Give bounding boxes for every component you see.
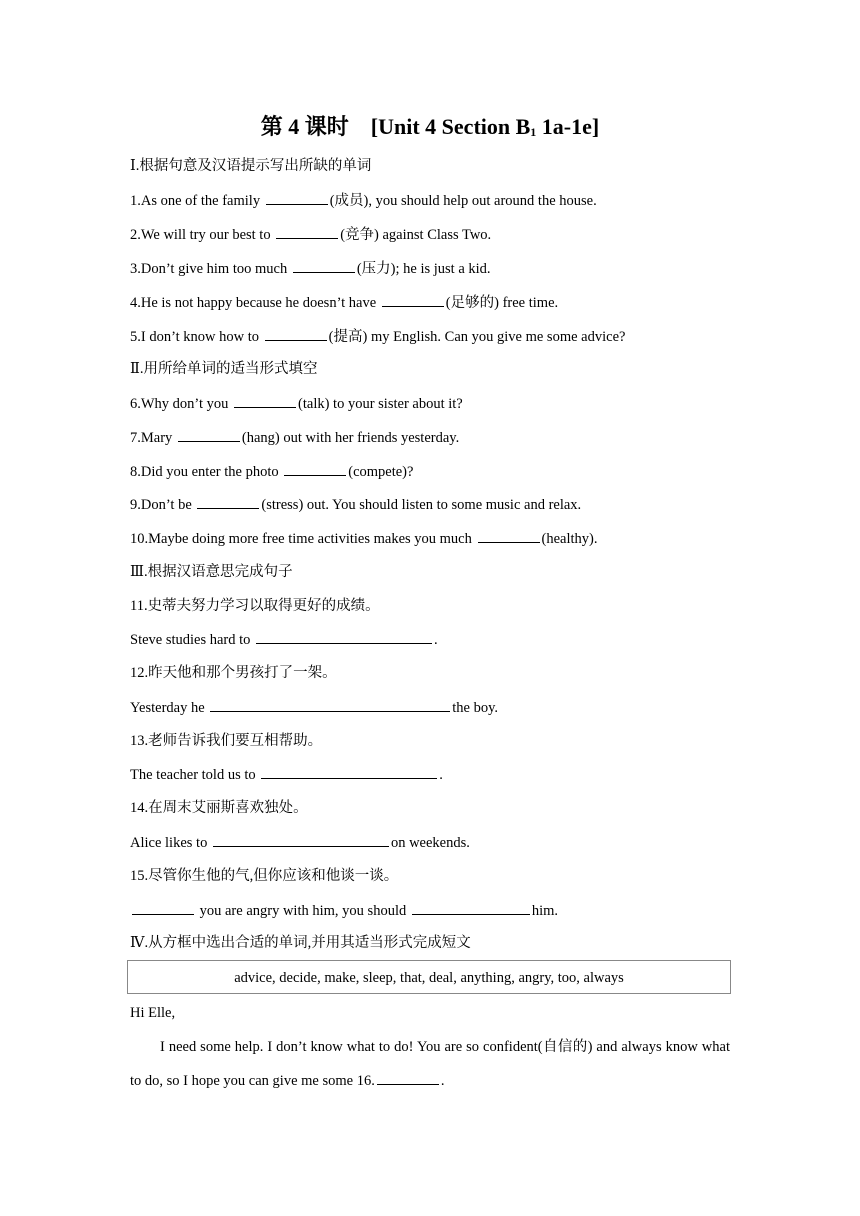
answer-blank[interactable] xyxy=(293,258,355,273)
question-2: 2.We will try our best to (竞争) against Class Two. xyxy=(130,224,491,245)
question-10: 10.Maybe doing more free time activities makes you much (healthy). xyxy=(130,528,597,549)
answer-blank[interactable] xyxy=(382,292,444,307)
word-bank-box: advice, decide, make, sleep, that, deal, anything, angry, too, always xyxy=(127,960,731,994)
lesson-label: 第 4 课时 xyxy=(260,114,349,139)
question-13-chinese: 13.老师告诉我们要互相帮助。 xyxy=(130,733,323,749)
question-4: 4.He is not happy because he doesn’t have (足够的) free time. xyxy=(130,292,558,313)
answer-blank[interactable] xyxy=(412,900,530,915)
question-9: 9.Don’t be (stress) out. You should listen to some music and relax. xyxy=(130,494,581,515)
answer-blank[interactable] xyxy=(197,494,259,509)
answer-blank[interactable] xyxy=(234,393,296,408)
section-heading-2: Ⅱ.用所给单词的适当形式填空 xyxy=(130,361,318,377)
answer-blank[interactable] xyxy=(478,528,540,543)
page-title xyxy=(0,112,860,147)
section-heading-4: Ⅳ.从方框中选出合适的单词,并用其适当形式完成短文 xyxy=(130,935,471,951)
answer-blank[interactable] xyxy=(284,461,346,476)
question-14-chinese: 14.在周末艾丽斯喜欢独处。 xyxy=(130,800,308,816)
answer-blank[interactable] xyxy=(276,224,338,239)
answer-blank[interactable] xyxy=(213,832,389,847)
answer-blank[interactable] xyxy=(265,326,327,341)
question-11: Steve studies hard to . xyxy=(130,629,438,650)
section-heading-1: Ⅰ.根据句意及汉语提示写出所缺的单词 xyxy=(130,158,372,174)
answer-blank[interactable] xyxy=(266,190,328,205)
question-14: Alice likes to on weekends. xyxy=(130,832,470,853)
question-5: 5.I don’t know how to (提高) my English. Can you give me some advice? xyxy=(130,326,625,347)
answer-blank[interactable] xyxy=(178,427,240,442)
letter-greeting: Hi Elle, xyxy=(130,1005,176,1021)
question-6: 6.Why don’t you (talk) to your sister about it? xyxy=(130,393,463,414)
question-13: The teacher told us to . xyxy=(130,764,443,785)
unit-ref: [Unit 4 Section $B_1$ 1a-1e] xyxy=(370,114,600,139)
question-12-chinese: 12.昨天他和那个男孩打了一架。 xyxy=(130,665,337,681)
question-1: 1.As one of the family (成员), you should help out around the house. xyxy=(130,190,597,211)
section-heading-3: Ⅲ.根据汉语意思完成句子 xyxy=(130,564,293,580)
question-3: 3.Don’t give him too much (压力); he is just a kid. xyxy=(130,258,491,279)
letter-paragraph: I need some help. I don’t know what to do! You are so confident(自信的) and always know what to do, so I hope you can give me some 16. . xyxy=(130,1039,730,1089)
question-15-chinese: 15.尽管你生他的气,但你应该和他谈一谈。 xyxy=(130,868,399,884)
question-8: 8.Did you enter the photo (compete)? xyxy=(130,461,413,482)
question-11-chinese: 11.史蒂夫努力学习以取得更好的成绩。 xyxy=(130,598,380,614)
answer-blank[interactable] xyxy=(132,900,194,915)
question-15: you are angry with him, you should him. xyxy=(130,900,558,921)
answer-blank[interactable] xyxy=(261,764,437,779)
answer-blank[interactable] xyxy=(256,629,432,644)
question-12: Yesterday he the boy. xyxy=(130,697,498,718)
answer-blank-16[interactable] xyxy=(377,1070,439,1085)
question-7: 7.Mary (hang) out with her friends yesterday. xyxy=(130,427,459,448)
answer-blank[interactable] xyxy=(210,697,450,712)
